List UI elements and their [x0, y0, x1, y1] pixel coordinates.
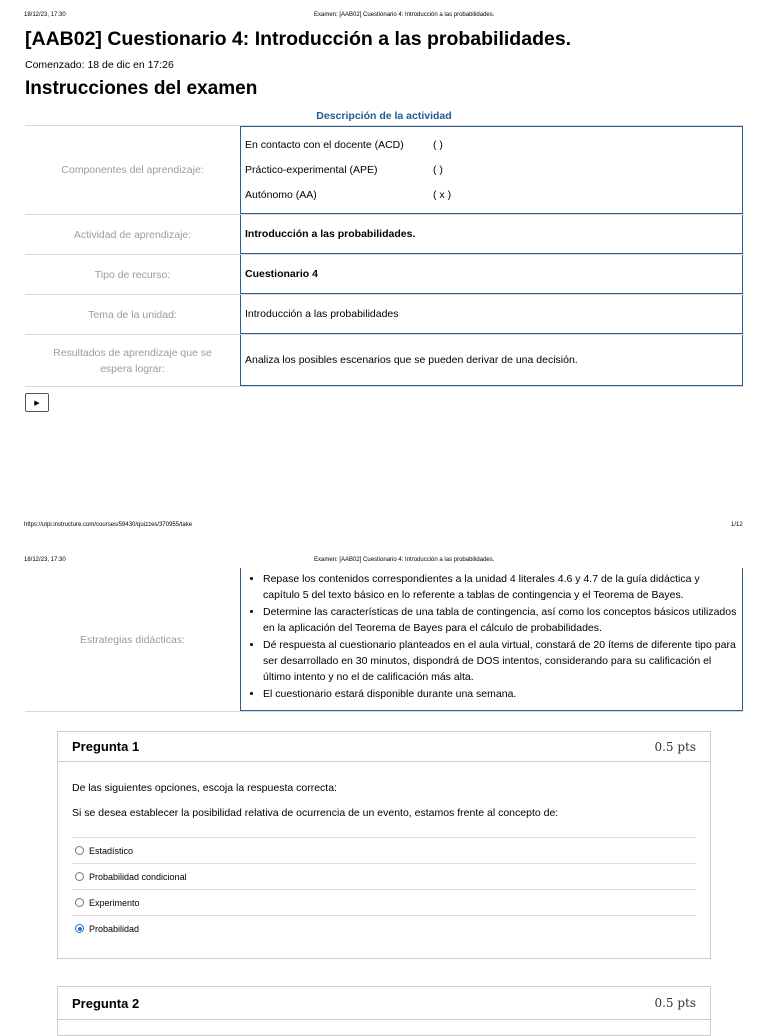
question-intro: De las siguientes opciones, escoja la respuesta correcta:	[72, 782, 337, 794]
question-card	[57, 731, 711, 959]
answer-option[interactable]	[72, 889, 696, 915]
radio-button[interactable]	[75, 898, 84, 907]
component-name: Autónomo (AA)	[245, 189, 317, 201]
question-body	[58, 782, 710, 941]
row-label: Tipo de recurso:	[94, 268, 171, 281]
print-date: 18/12/23, 17:30	[24, 12, 66, 18]
component-name: Práctico-experimental (APE)	[245, 164, 378, 176]
footer-page: 1/12	[731, 522, 743, 528]
print-date: 18/12/23, 17:30	[24, 557, 66, 563]
answer-option[interactable]	[72, 863, 696, 889]
components-cell	[240, 126, 743, 214]
footer-url: https://utpl.instructure.com/courses/59430/quizzes/370955/take	[24, 522, 193, 528]
row-label: Tema de la unidad:	[88, 308, 177, 321]
row-label: Estrategias didácticas:	[79, 633, 186, 646]
option-label: Probabilidad condicional	[89, 871, 187, 882]
table-row	[25, 215, 743, 255]
table-row	[25, 335, 743, 387]
option-label: Experimento	[89, 897, 140, 908]
question-card	[57, 986, 711, 1036]
strategies-cell	[240, 568, 743, 711]
strategies-table	[25, 568, 743, 712]
question-header	[58, 732, 710, 762]
list-item: • Repase los contenidos correspondientes a la unidad 4 literales 4.6 y 4.7 de la guía didáctica y capítulo 5 del texto básico en lo referente a tablas de contingencia y el Teorema de Bayes.	[263, 571, 738, 604]
row-value: Cuestionario 4	[240, 255, 743, 294]
radio-button[interactable]	[75, 846, 84, 855]
print-header-title: Examen: [AAB02] Cuestionario 4: Introducción a las probabilidades.	[314, 12, 495, 18]
component-name: En contacto con el docente (ACD)	[245, 139, 404, 151]
table-row	[25, 568, 743, 712]
component-mark: ( x )	[433, 189, 452, 201]
question-points: 0.5 pts	[654, 996, 696, 1010]
component-line	[245, 133, 738, 158]
question-title: Pregunta 2	[72, 995, 140, 1011]
option-label: Probabilidad	[89, 923, 140, 934]
list-item: • El cuestionario estará disponible durante una semana.	[263, 686, 738, 702]
question-header	[58, 987, 710, 1020]
answer-option[interactable]	[72, 915, 696, 941]
play-button[interactable]	[25, 393, 49, 412]
list-item: • Dé respuesta al cuestionario planteados en el aula virtual, constará de 20 ítems de diferente tipo para ser desarrollado en 30 minutos, dispondrá de DOS intentos, considerando para su calificación el último intento y no el de calificación más alta.	[263, 637, 738, 686]
print-header-title: Examen: [AAB02] Cuestionario 4: Introducción a las probabilidades.	[314, 557, 495, 563]
row-value: Introducción a las probabilidades	[240, 295, 743, 334]
answer-option[interactable]	[72, 837, 696, 863]
description-title: Descripción de la actividad	[316, 110, 452, 122]
quiz-title: [AAB02] Cuestionario 4: Introducción a las probabilidades.	[25, 28, 572, 50]
component-line	[245, 158, 738, 183]
instructions-heading: Instrucciones del examen	[25, 78, 258, 99]
question-title: Pregunta 1	[72, 739, 140, 754]
table-row	[25, 255, 743, 295]
row-label: Actividad de aprendizaje:	[73, 228, 192, 241]
component-mark: ( )	[433, 164, 443, 176]
play-icon: ▶	[34, 399, 40, 407]
row-label: Resultados de aprendizaje que se espera lograr:	[53, 346, 212, 375]
started-text: Comenzado: 18 de dic en 17:26	[25, 59, 174, 71]
option-label: Estadístico	[89, 845, 134, 856]
row-label: Componentes del aprendizaje:	[61, 164, 204, 176]
strategies-list	[245, 571, 738, 702]
component-line	[245, 183, 738, 208]
radio-button-selected[interactable]	[75, 924, 84, 933]
question-points: 0.5 pts	[654, 739, 696, 754]
row-value: Analiza los posibles escenarios que se pueden derivar de una decisión.	[240, 335, 743, 386]
list-item: • Determine las características de una tabla de contingencia, así como los conceptos básicos utilizados en la aplicación del Teorema de Bayes para el cálculo de probabilidades.	[263, 604, 738, 637]
question-text: Si se desea establecer la posibilidad relativa de ocurrencia de un evento, estamos frente al concepto de:	[72, 807, 559, 819]
table-row	[25, 126, 743, 215]
table-row	[25, 295, 743, 335]
radio-button[interactable]	[75, 872, 84, 881]
row-value: Introducción a las probabilidades.	[240, 215, 743, 254]
component-mark: ( )	[433, 139, 443, 151]
instructions-table	[25, 125, 743, 387]
